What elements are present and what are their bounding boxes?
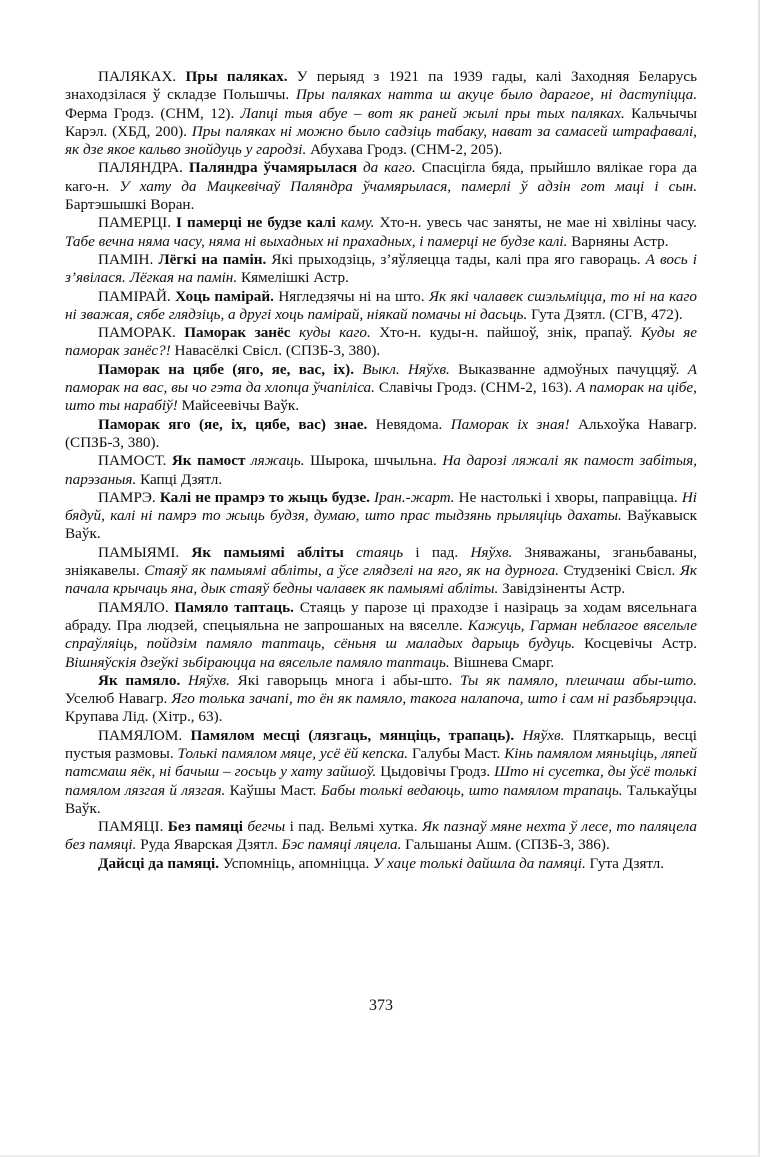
text-run: Лёгкі на памін.: [158, 250, 272, 268]
text-run: Крупава Лід. (Хітр., 63).: [65, 708, 223, 726]
text-run: Табе вечна няма часу, няма ні выхадных ні прахадных, і памерці не будзе калі.: [65, 232, 572, 250]
text-run: Успомніць, апомніцца.: [222, 854, 374, 872]
text-block: [65, 68, 697, 873]
text-run: Варняны Астр.: [571, 232, 669, 250]
text-run: Ферма Гродз. (СНМ, 12).: [65, 104, 241, 122]
dictionary-entry: [65, 855, 697, 873]
text-run: Хоць памірай.: [175, 287, 279, 305]
text-run: Лапці тыя абуе – вот як раней жылі пры тых паляках.: [240, 104, 632, 122]
text-run: Косцевічы Астр.: [584, 635, 697, 653]
text-run: Ваўкавыск Ваўк.: [65, 507, 697, 543]
text-run: да каго.: [363, 159, 422, 177]
text-run: У перыяд з 1921 па 1939 гады, калі Заходняя Беларусь знаходзілася ў складзе Польшчы.: [65, 68, 697, 104]
text-run: Гальшаны Ашм. (СПЗБ-3, 386).: [405, 836, 610, 854]
text-run: Як пазнаў мяне нехта ў лесе, то паляцела без памяці.: [65, 818, 697, 854]
text-run: Вішняўскія дзеўкі зьбіраюцца на вясельле памяло таптаць.: [65, 653, 454, 671]
text-run: Спасцігла бяда, прыйшло вялікае гора да каго-н.: [65, 159, 697, 195]
text-run: Навасёлкі Свісл. (СПЗБ-3, 380).: [174, 342, 381, 360]
text-run: Каўшы Маст.: [229, 781, 321, 799]
text-run: Ні бядуй, калі ні памрэ то жыць будзя, думаю, што прас тыдзянь прыляціць дахаты.: [65, 488, 698, 525]
text-run: Іран.-жарт.: [374, 488, 459, 506]
text-run: ПАМЯЛО.: [98, 598, 175, 616]
page-number: 373: [369, 997, 393, 1014]
text-run: Кажуць, Гарман неблагое вясельле спраўляіць, пойдзім памяло таптаць, сёньня ш маладых дарыць будуць.: [65, 616, 697, 653]
text-run: Кямелішкі Астр.: [240, 269, 349, 287]
text-run: Паморак занёс: [184, 324, 299, 342]
text-run: Што ні сусетка, ды ўсё толькі памялом лязгая й лязгая.: [65, 763, 697, 799]
dictionary-entry: [65, 361, 697, 416]
text-run: Які гаворыць многа і абы-што.: [237, 671, 461, 689]
text-run: Нягледзячы ні на што.: [278, 287, 429, 305]
dictionary-entry: [65, 727, 697, 818]
text-run: Выкл. Няўхв.: [362, 360, 459, 378]
text-run: Няўхв.: [187, 671, 238, 689]
text-run: Пляткарыць, весці пустыя размовы.: [65, 726, 698, 762]
text-run: ПАМЯЦІ.: [98, 818, 168, 836]
text-run: Кінь памялом мяньціць, ляпей патсмаш яёк, ні бачыш – госьць у хату зайшоў.: [65, 744, 697, 781]
text-run: У хаце толькі дайшла да памяці.: [373, 854, 590, 872]
text-run: Куды яе паморак занёс?!: [65, 324, 698, 360]
dictionary-entry: [65, 288, 697, 325]
text-run: Хто-н. увесь час заняты, не мае ні хвіліны часу.: [379, 214, 697, 232]
text-run: Без памяці: [167, 818, 248, 836]
text-run: Невядома.: [375, 415, 451, 433]
text-run: Славічы Гродз. (СНМ-2, 163).: [378, 379, 577, 397]
dictionary-entry: [65, 672, 697, 727]
text-run: Бартэшышкі Воран.: [65, 196, 195, 214]
text-run: Хто-н. куды-н. пайшоў, знік, прапаў.: [379, 324, 641, 342]
text-run: Пры паляках.: [185, 68, 297, 85]
text-run: А паморак на цібе, што ты нарабіў!: [65, 379, 697, 415]
text-run: Які прыходзіць, з’яўляецца тады, калі пра яго гавораць.: [271, 250, 646, 268]
text-run: Капці Дзятл.: [140, 470, 223, 488]
text-run: Стаяць у парозе ці праходзе і назіраць за ходам вясельнага абраду. Пра людзей, спецыяльна не запрошаных на вяселле.: [65, 598, 697, 634]
text-run: Кальчычы Карэл. (ХБД, 200).: [65, 104, 697, 140]
text-run: Паляндра ўчамярылася: [188, 159, 363, 177]
text-run: Руда Яварская Дзятл.: [140, 836, 282, 854]
text-run: Дайсці да памяці.: [98, 854, 223, 872]
text-run: ПАЛЯНДРА.: [98, 159, 189, 177]
text-run: куды каго.: [298, 324, 380, 342]
text-run: і пад.: [415, 543, 471, 561]
text-run: І памерці не будзе калі: [176, 214, 341, 232]
text-run: Як пачала крычаць яна, дык стаяў бедны чалавек як памыямі абліты.: [65, 562, 697, 598]
text-run: У хату да Мацкевічаў Паляндра ўчамярылася, памерлі ў адзін гот маці і сын.: [119, 177, 697, 195]
text-run: Няўхв.: [470, 543, 525, 561]
text-run: ПАМІН.: [98, 250, 159, 268]
text-run: Уселюб Навагр.: [65, 690, 172, 708]
text-run: ПАМІРАЙ.: [98, 287, 176, 305]
text-run: Вішнева Смарг.: [453, 653, 555, 671]
text-run: Ты як памяло, плешчаш абы-што.: [460, 671, 697, 689]
dictionary-entry: [65, 251, 697, 288]
dictionary-entry: [65, 214, 697, 251]
text-run: Як памыямі абліты: [191, 543, 357, 561]
text-run: Студзенікі Свісл.: [563, 562, 680, 580]
text-run: ляжаць.: [250, 452, 311, 470]
text-run: А вось і з’явілася. Лёгкая на памін.: [65, 250, 697, 287]
dictionary-entry: [65, 599, 697, 672]
text-run: Галубы Маст.: [411, 744, 505, 762]
text-run: Няўхв.: [522, 726, 573, 744]
text-run: Паморак яго (яе, іх, цябе, вас) знае.: [98, 415, 376, 433]
dictionary-entry: [65, 324, 697, 361]
text-run: Памялом месці (лязгаць, мянціць, трапаць).: [190, 726, 523, 744]
text-run: Бэс памяці ляцела.: [281, 836, 406, 854]
text-run: Цыдовічы Гродз.: [380, 763, 495, 781]
dictionary-entry: [65, 489, 697, 544]
dictionary-entry: [65, 68, 697, 159]
text-run: ПАМЫЯМІ.: [98, 543, 192, 561]
text-run: Майсеевічы Ваўк.: [181, 397, 300, 415]
text-run: Зняважаны, зганьбаваны, зніякавелы.: [65, 543, 697, 580]
text-run: Талькаўцы Ваўк.: [65, 781, 697, 817]
text-run: каму.: [340, 214, 380, 232]
text-run: Завідзіненты Астр.: [502, 580, 626, 598]
text-run: Як памяло.: [98, 671, 188, 689]
text-run: Паморак на цябе (яго, яе, вас, іх).: [98, 360, 363, 378]
text-run: бегчы: [247, 818, 290, 836]
text-run: ПАМРЭ.: [98, 488, 160, 506]
text-run: ПАМОСТ.: [98, 452, 172, 470]
text-run: Як які чалавек сшэльміцца, то ні на каго ні зважая, сябе глядзіць, а другі хоць памірай, ніякай помачы ні дасьць.: [65, 287, 697, 323]
text-run: і пад. Вельмі хутка.: [289, 818, 422, 836]
text-run: ПАМОРАК.: [98, 324, 185, 342]
text-run: Гута Дзятл.: [589, 854, 665, 872]
text-run: Бабы толькі ведаюць, што памялом трапаць.: [320, 781, 627, 799]
text-run: Памяло таптаць.: [174, 598, 300, 616]
text-run: стаяць: [356, 543, 416, 561]
text-run: ПАЛЯКАХ.: [98, 68, 186, 85]
text-run: На дарозі ляжалі як памост забітыя, парэзаныя.: [65, 452, 697, 488]
text-run: Пры паляках ні можно было садзіць табаку, нават за самасей штрафавалі, як дзе якое кальво знойдуць у гародзі.: [65, 122, 697, 159]
text-run: Выказванне адмоўных пачуццяў.: [458, 360, 688, 378]
text-run: Паморак іх зная!: [450, 415, 579, 433]
text-run: Толькі памялом мяце, усё ёй кепска.: [177, 744, 412, 762]
text-run: Шырока, шчыльна.: [310, 452, 443, 470]
text-run: Не настолькі і хворы, паправіцца.: [458, 488, 682, 506]
text-run: Абухава Гродз. (СНМ-2, 205).: [310, 141, 503, 159]
text-run: Стаяў як памыямі абліты, а ўсе глядзелі на яго, як на дурнога.: [144, 562, 564, 580]
text-run: Пры паляках натта ш акуце было дарагое, ні даступіцца.: [295, 86, 697, 104]
text-run: Як памост: [171, 452, 251, 470]
text-run: Гута Дзятл. (СГВ, 472).: [531, 305, 683, 323]
dictionary-entry: [65, 544, 697, 599]
text-run: ПАМЯЛОМ.: [98, 726, 191, 744]
text-run: Калі не прамрэ то жыць будзе.: [159, 488, 375, 506]
dictionary-entry: [65, 452, 697, 489]
text-run: А паморак на вас, вы чо гэта да хлопца ўчапіліса.: [65, 360, 697, 397]
dictionary-entry: [65, 159, 697, 214]
text-run: Альхоўка Навагр. (СПЗБ-3, 380).: [65, 415, 697, 451]
text-run: Яго толька зачапі, то ён як памяло, такога налапоча, што і сам ні разбьярэцца.: [171, 690, 697, 708]
text-run: ПАМЕРЦІ.: [98, 214, 177, 232]
dictionary-entry: [65, 416, 697, 453]
dictionary-entry: [65, 818, 697, 855]
